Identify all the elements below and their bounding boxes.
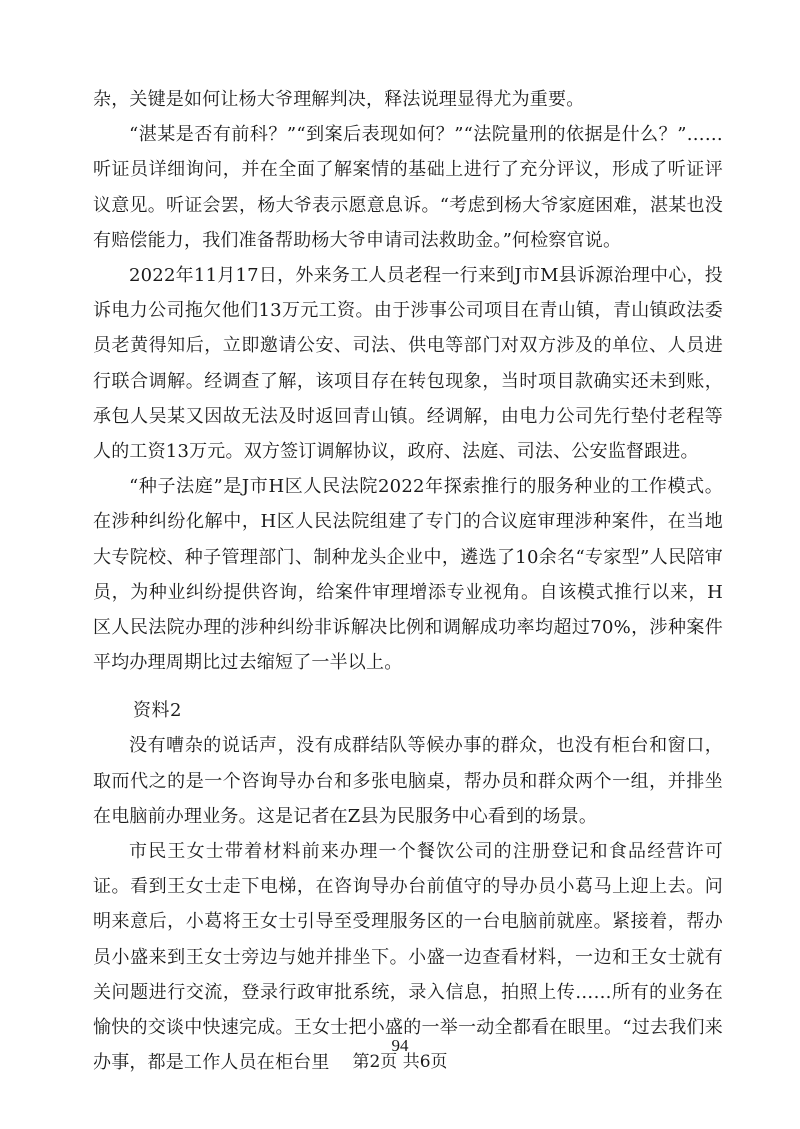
paragraph-continuation: 杂，关键是如何让杨大爷理解判决，释法说理显得尤为重要。 [93, 89, 585, 110]
paragraph-service-center: 没有嘈杂的说话声，没有成群结队等候办事的群众，也没有柜台和窗口，取而代之的是一个咨询导办台和多张电脑桌，帮办员和群众两个一组，并排坐在电脑前办理业务。这是记者在Z县为民服务中心看到的场景。 [93, 735, 723, 827]
paragraph-ms-wang: 市民王女士带着材料前来办理一个餐饮公司的注册登记和食品经营许可证。看到王女士走下电梯，在咨询导办台前值守的导办员小葛马上迎上去。问明来意后，小葛将王女士引导至受理服务区的一台电脑前就座。紧接着，帮办员小盛来到王女士旁边与她并排坐下。小盛一边查看材料，一边和王女士就有关问题进行交流，登录行政审批系统，录入信息，拍照上传……所有的业务在愉快的交谈中快速完成。王女士把小盛的一举一动全都看在眼里。“过去我们来办事，都是工作人员在柜台里 [93, 841, 723, 1074]
page-footer-label: 第2页 共6页 [352, 1052, 448, 1072]
paragraph-hearing: “湛某是否有前科？”“到案后表现如何？”“法院量刑的依据是什么？”……听证员详细询问，并在全面了解案情的基础上进行了充分评议，形成了听证评议意见。听证会罢，杨大爷表示愿意息诉。“考虑到杨大爷家庭困难，湛某也没有赔偿能力，我们准备帮助杨大爷申请司法救助金。”何检察官说。 [93, 124, 723, 251]
document-body [93, 82, 723, 1080]
page-number: 94 [391, 1036, 409, 1055]
section-heading-material-2: 资料2 [133, 700, 182, 722]
paragraph-seed-court: “种子法庭”是J市H区人民法院2022年探索推行的服务种业的工作模式。在涉种纠纷化解中，H区人民法院组建了专门的合议庭审理涉种案件，在当地大专院校、种子管理部门、制种龙头企业中，遴选了10余名“专家型”人民陪审员，为种业纠纷提供咨询，给案件审理增添专业视角。自该模式推行以来，H区人民法院办理的涉种纠纷非诉解决比例和调解成功率均超过70%，涉种案件平均办理周期比过去缩短了一半以上。 [93, 476, 723, 674]
paragraph-unpaid-wages: 2022年11月17日，外来务工人员老程一行来到J市M县诉源治理中心，投诉电力公司拖欠他们13万元工资。由于涉事公司项目在青山镇，青山镇政法委员老黄得知后，立即邀请公安、司法、供电等部门对双方涉及的单位、人员进行联合调解。经调查了解，该项目存在转包现象，当时项目款确实还未到账，承包人吴某又因故无法及时返回青山镇。经调解，由电力公司先行垫付老程等人的工资13万元。双方签订调解协议，政府、法庭、司法、公安监督跟进。 [93, 265, 723, 463]
